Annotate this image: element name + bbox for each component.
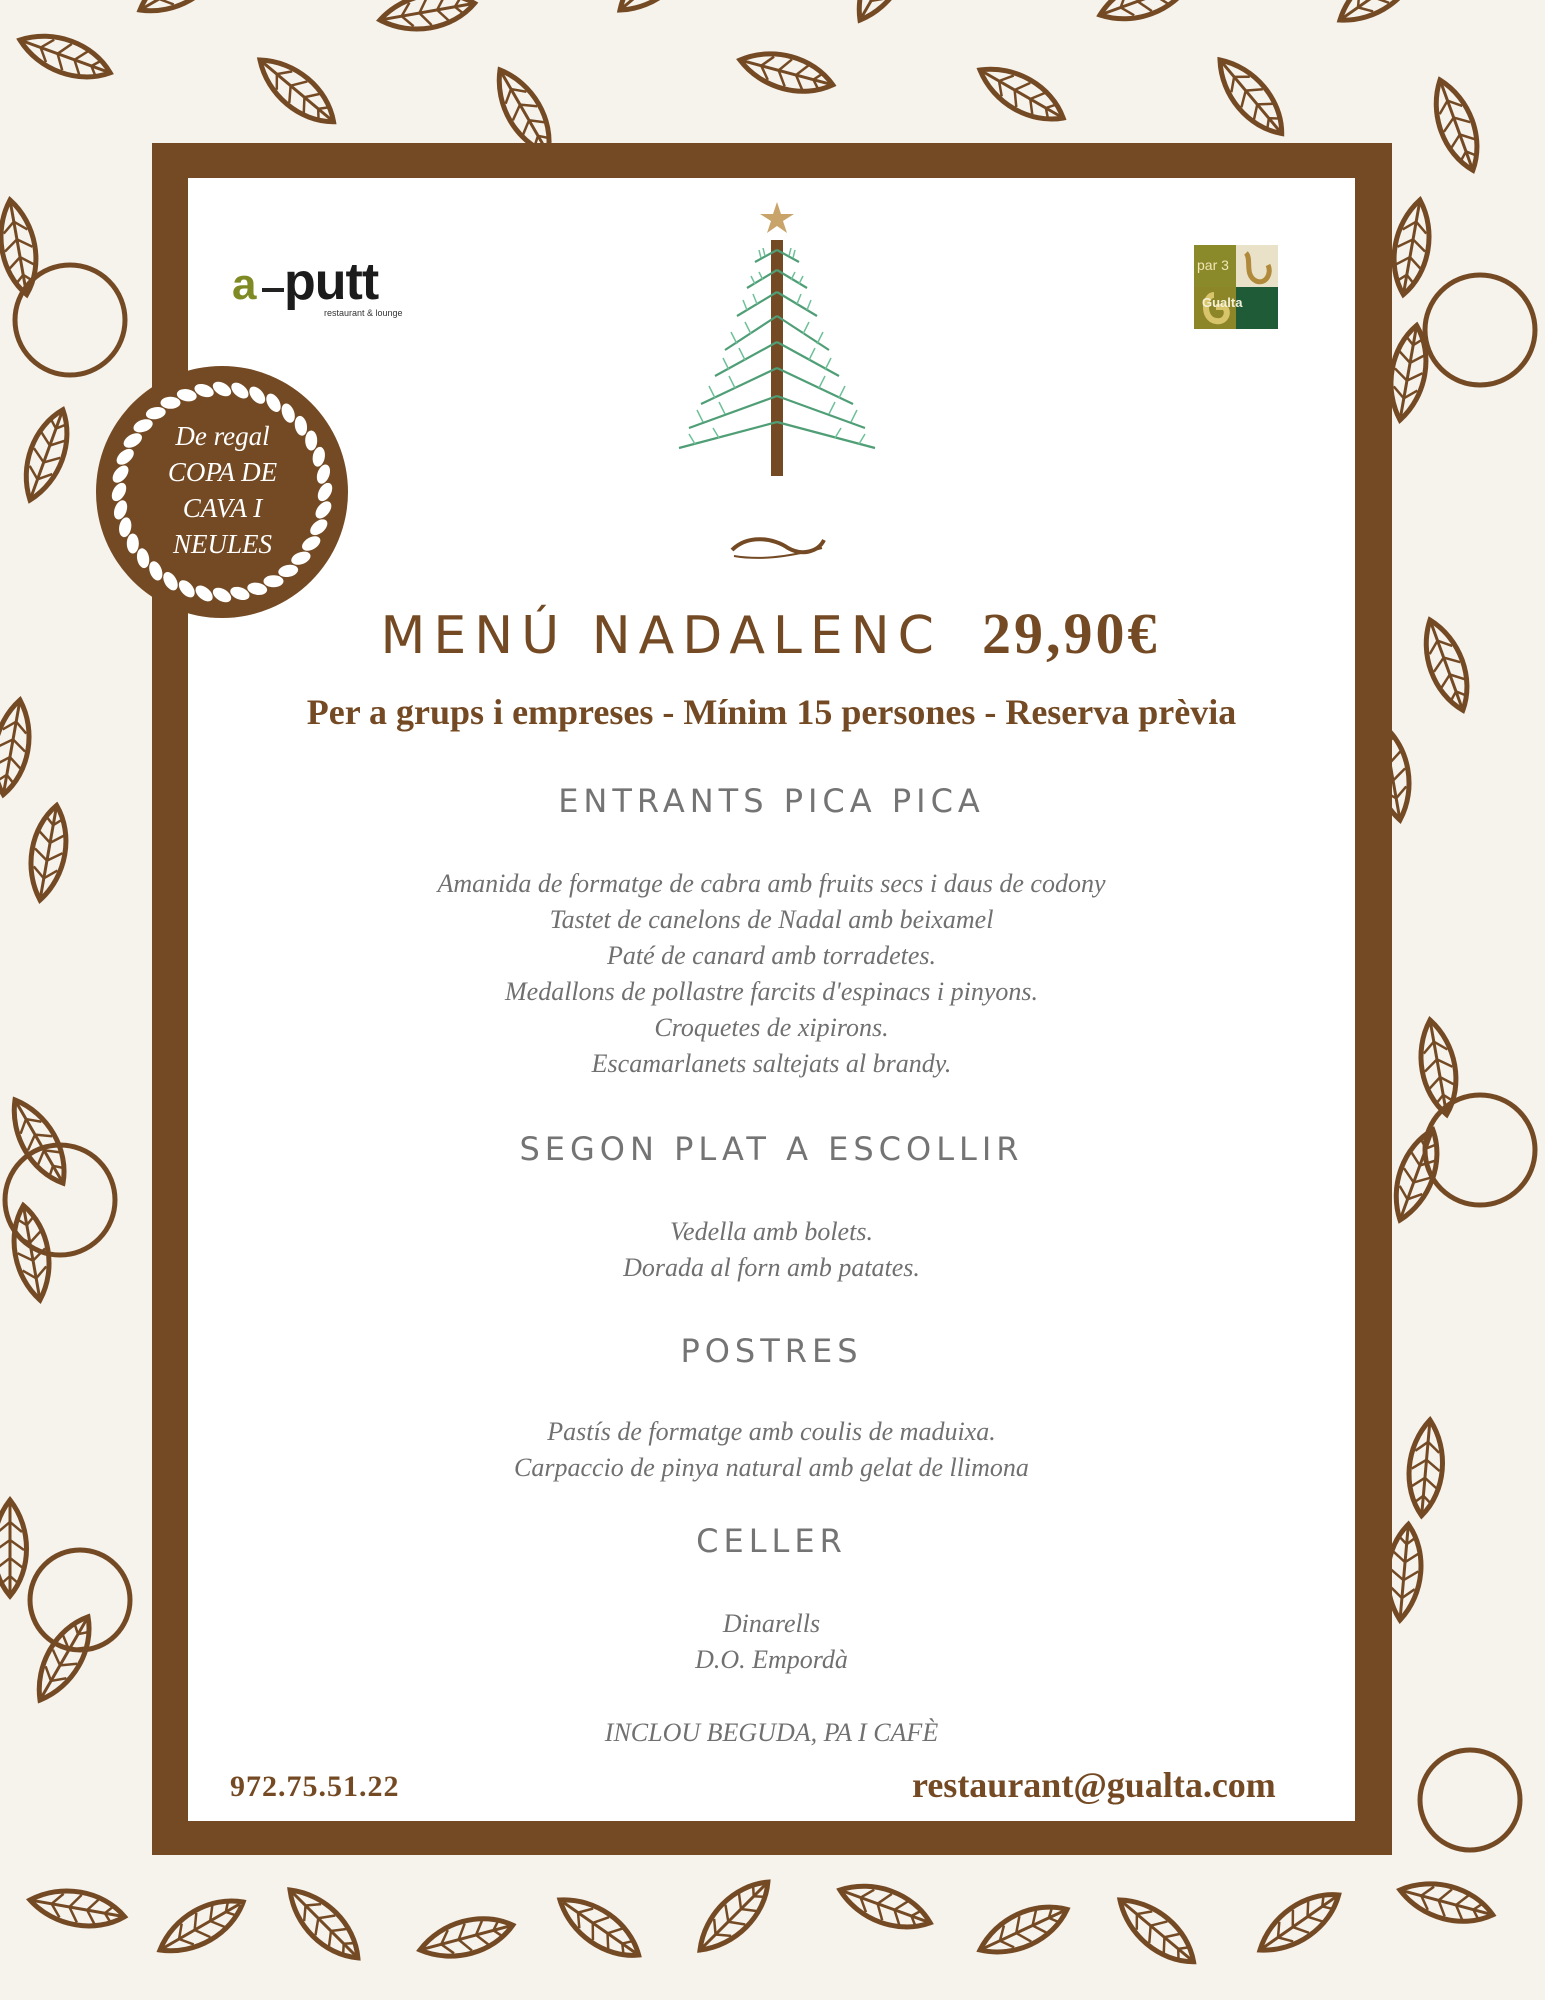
menu-title-text: MENÚ NADALENC	[380, 606, 942, 666]
gualta-logo-top: par 3	[1197, 257, 1229, 273]
menu-item: Pastís de formatge amb coulis de maduixa.	[547, 1417, 996, 1446]
menu-item: Vedella amb bolets.	[670, 1217, 873, 1246]
includes-note	[188, 1715, 1355, 1751]
section-items-postres	[188, 1414, 1355, 1486]
section-heading-segon: SEGON PLAT A ESCOLLIR	[519, 1130, 1024, 1168]
badge-bead	[264, 575, 284, 587]
menu-item: Dorada al forn amb patates.	[623, 1253, 920, 1282]
aputt-logo-dash	[262, 288, 284, 292]
includes-text: INCLOU BEGUDA, PA I CAFÈ	[604, 1718, 939, 1747]
badge-line: De regal	[175, 421, 270, 451]
section-items-entrants	[188, 866, 1355, 1082]
menu-price: 29,90€	[981, 601, 1160, 666]
menu-item: Croquetes de xipirons.	[654, 1013, 889, 1042]
menu-item: Medallons de pollastre farcits d'espinacs i pinyons.	[505, 977, 1038, 1006]
swirl-ornament-icon	[728, 530, 828, 566]
gualta-logo	[1194, 245, 1278, 329]
menu-item: D.O. Empordà	[695, 1645, 848, 1674]
badge-bead	[161, 397, 181, 409]
christmas-tree-icon	[675, 200, 880, 480]
section-heading-postres: POSTRES	[680, 1332, 863, 1370]
section-heading-entrants: ENTRANTS PICA PICA	[558, 782, 985, 820]
section-heading-celler: CELLER	[696, 1522, 847, 1560]
badge-line: CAVA I	[182, 493, 263, 523]
badge-line: COPA DE	[167, 457, 278, 487]
contact-email: restaurant@gualta.com	[912, 1765, 1276, 1805]
aputt-logo	[232, 252, 412, 326]
menu-item: Paté de canard amb torradetes.	[606, 941, 937, 970]
section-items-celler	[188, 1606, 1355, 1678]
menu-item: Dinarells	[722, 1609, 821, 1638]
menu-item: Tastet de canelons de Nadal amb beixamel	[549, 905, 994, 934]
aputt-logo-name: putt	[284, 253, 379, 311]
gift-badge-text	[120, 418, 325, 562]
contact-phone: 972.75.51.22	[230, 1770, 400, 1803]
menu-title	[260, 600, 1280, 667]
aputt-logo-mark: a	[232, 260, 257, 309]
section-items-segon	[188, 1214, 1355, 1286]
badge-line: NEULES	[172, 529, 272, 559]
menu-item: Amanida de formatge de cabra amb fruits secs i daus de codony	[437, 869, 1106, 898]
menu-item: Escamarlanets saltejats al brandy.	[591, 1049, 952, 1078]
aputt-logo-tagline: restaurant & lounge	[324, 308, 403, 318]
menu-item: Carpaccio de pinya natural amb gelat de llimona	[514, 1453, 1029, 1482]
gualta-logo-bottom: Gualta	[1202, 295, 1243, 310]
menu-subtitle: Per a grups i empreses - Mínim 15 persones - Reserva prèvia	[306, 692, 1237, 732]
